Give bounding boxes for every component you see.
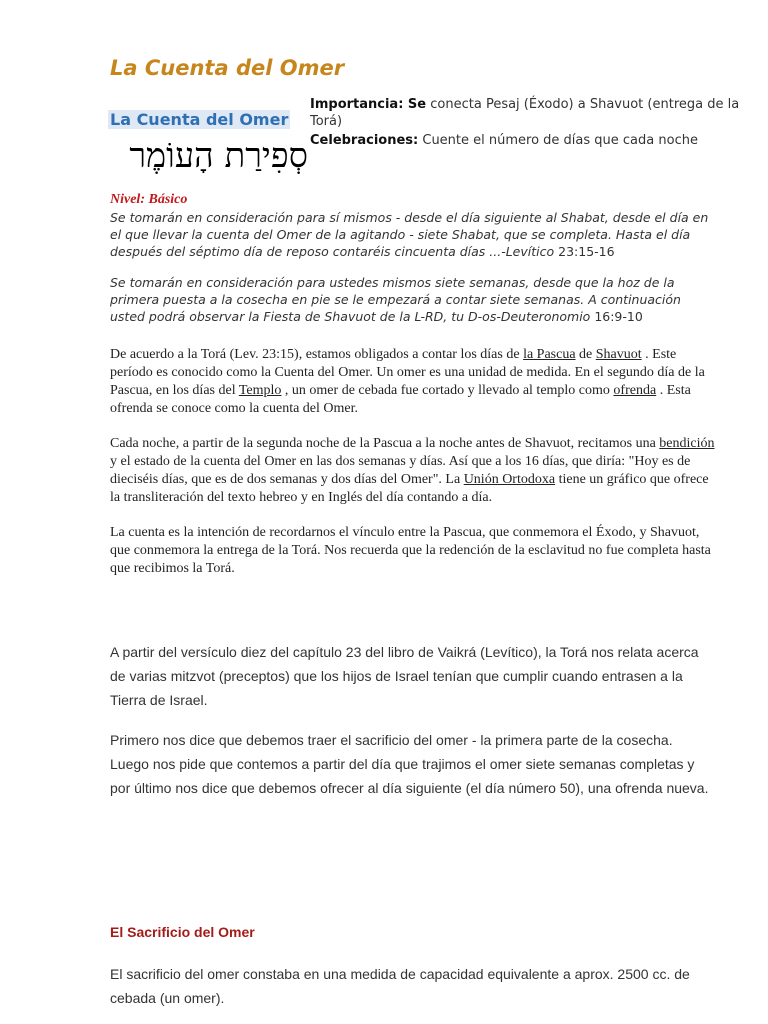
celebrations-text: Cuente el número de días que cada noche (418, 133, 698, 148)
paragraph-text: tiene un gráfico que ofrece la transliteración del texto hebreo y en Inglés del día contando a día. (110, 472, 709, 505)
paragraph-text: De acuerdo a la Torá (Lev. 23:15), estamos obligados a contar los días de (110, 347, 524, 362)
celebrations-label: Celebraciones: (310, 133, 419, 148)
paragraph-torah-count (110, 346, 720, 418)
paragraph-first-omer: Primero nos dice que debemos traer el sacrificio del omer - la primera parte de la cosecha. Luego nos pide que contemos a partir del día que trajimos el omer siete semanas completas y por último nos dice que debemos ofrecer al día siguiente (el día número 50), una ofrenda nueva. (110, 732, 709, 796)
section-heading: El Sacrificio del Omer (110, 924, 255, 940)
quote-text: Se tomarán en consideración para sí mismos - desde el día siguiente al Shabat, desde el día en el que llevar la cuenta del Omer de la agitando - siete Shabat, que se completa. Hasta el día después del séptimo día de reposo contaréis cincuenta días ...-Levítico (110, 210, 709, 259)
importance-label: Importancia: Se (310, 97, 427, 112)
celebrations-line (310, 132, 750, 149)
level-label: Nivel: Básico (110, 192, 188, 207)
paragraph-vaikra: A partir del versículo diez del capítulo 23 del libro de Vaikrá (Levítico), la Torá nos relata acerca de varias mitzvot (preceptos) que los hijos de Israel tenían que cumplir cuando entrasen a la Tierra de Israel. (110, 644, 699, 708)
paragraph-omer-sacrifice: El sacrificio del omer constaba en una medida de capacidad equivalente a aprox. 2500 cc. de cebada (un omer). (110, 966, 690, 1006)
link-la-pascua[interactable]: la Pascua (523, 347, 576, 362)
importance-line (310, 96, 750, 130)
paragraph-text: . Este período es conocido como la Cuenta del Omer. Un omer es una unidad de medida. En el segundo día de la Pascua, en los días del (110, 347, 705, 398)
importance-text: conecta Pesaj (Éxodo) a Shavuot (entrega de la Torá) (310, 97, 740, 129)
omer-header-image (108, 108, 308, 178)
page-title: La Cuenta del Omer (110, 56, 345, 80)
quote-text: Se tomarán en consideración para ustedes mismos siete semanas, desde que la hoz de la primera puesta a la cosecha en pie se le empezará a contar siete semanas. A continuación usted podrá observar la Fiesta de Shavuot de la L-RD, tu D-os-Deuteronomio (110, 275, 681, 324)
paragraph-text: de (575, 347, 596, 362)
paragraph-purpose: La cuenta es la intención de recordarnos el vínculo entre la Pascua, que conmemora el Éxodo, y Shavuot, que conmemora la entrega de la Torá. Nos recuerda que la redención de la esclavitud no fue completa hasta que recibimos la Torá. (110, 525, 711, 576)
quote-reference: 23:15-16 (558, 244, 615, 259)
link-ofrenda[interactable]: ofrenda (613, 383, 657, 398)
quote-deuteronomy (110, 274, 710, 325)
quote-reference: 16:9-10 (594, 309, 643, 324)
link-union-ortodoxa[interactable]: Unión Ortodoxa (463, 472, 556, 487)
hebrew-title-text: סְפִירַת הָעוֹמֶר (129, 136, 308, 176)
quote-leviticus (110, 209, 710, 260)
image-title-text: La Cuenta del Omer (110, 110, 289, 129)
link-bendicion[interactable]: bendición (659, 436, 715, 451)
paragraph-text: , un omer de cebada fue cortado y llevado al templo como (281, 383, 614, 398)
paragraph-text: . Esta ofrenda se conoce como la cuenta del Omer. (110, 383, 691, 416)
paragraph-text: Cada noche, a partir de la segunda noche de la Pascua a la noche antes de Shavuot, recitamos una (110, 436, 660, 451)
paragraph-text: y el estado de la cuenta del Omer en las dos semanas y días. Así que a los 16 días, que diría: "Hoy es de dieciséis días, que es de dos semanas y dos días del Omer". La (110, 454, 691, 487)
paragraph-nightly-count (110, 435, 720, 507)
link-shavuot[interactable]: Shavuot (595, 347, 642, 362)
link-templo[interactable]: Templo (238, 383, 282, 398)
